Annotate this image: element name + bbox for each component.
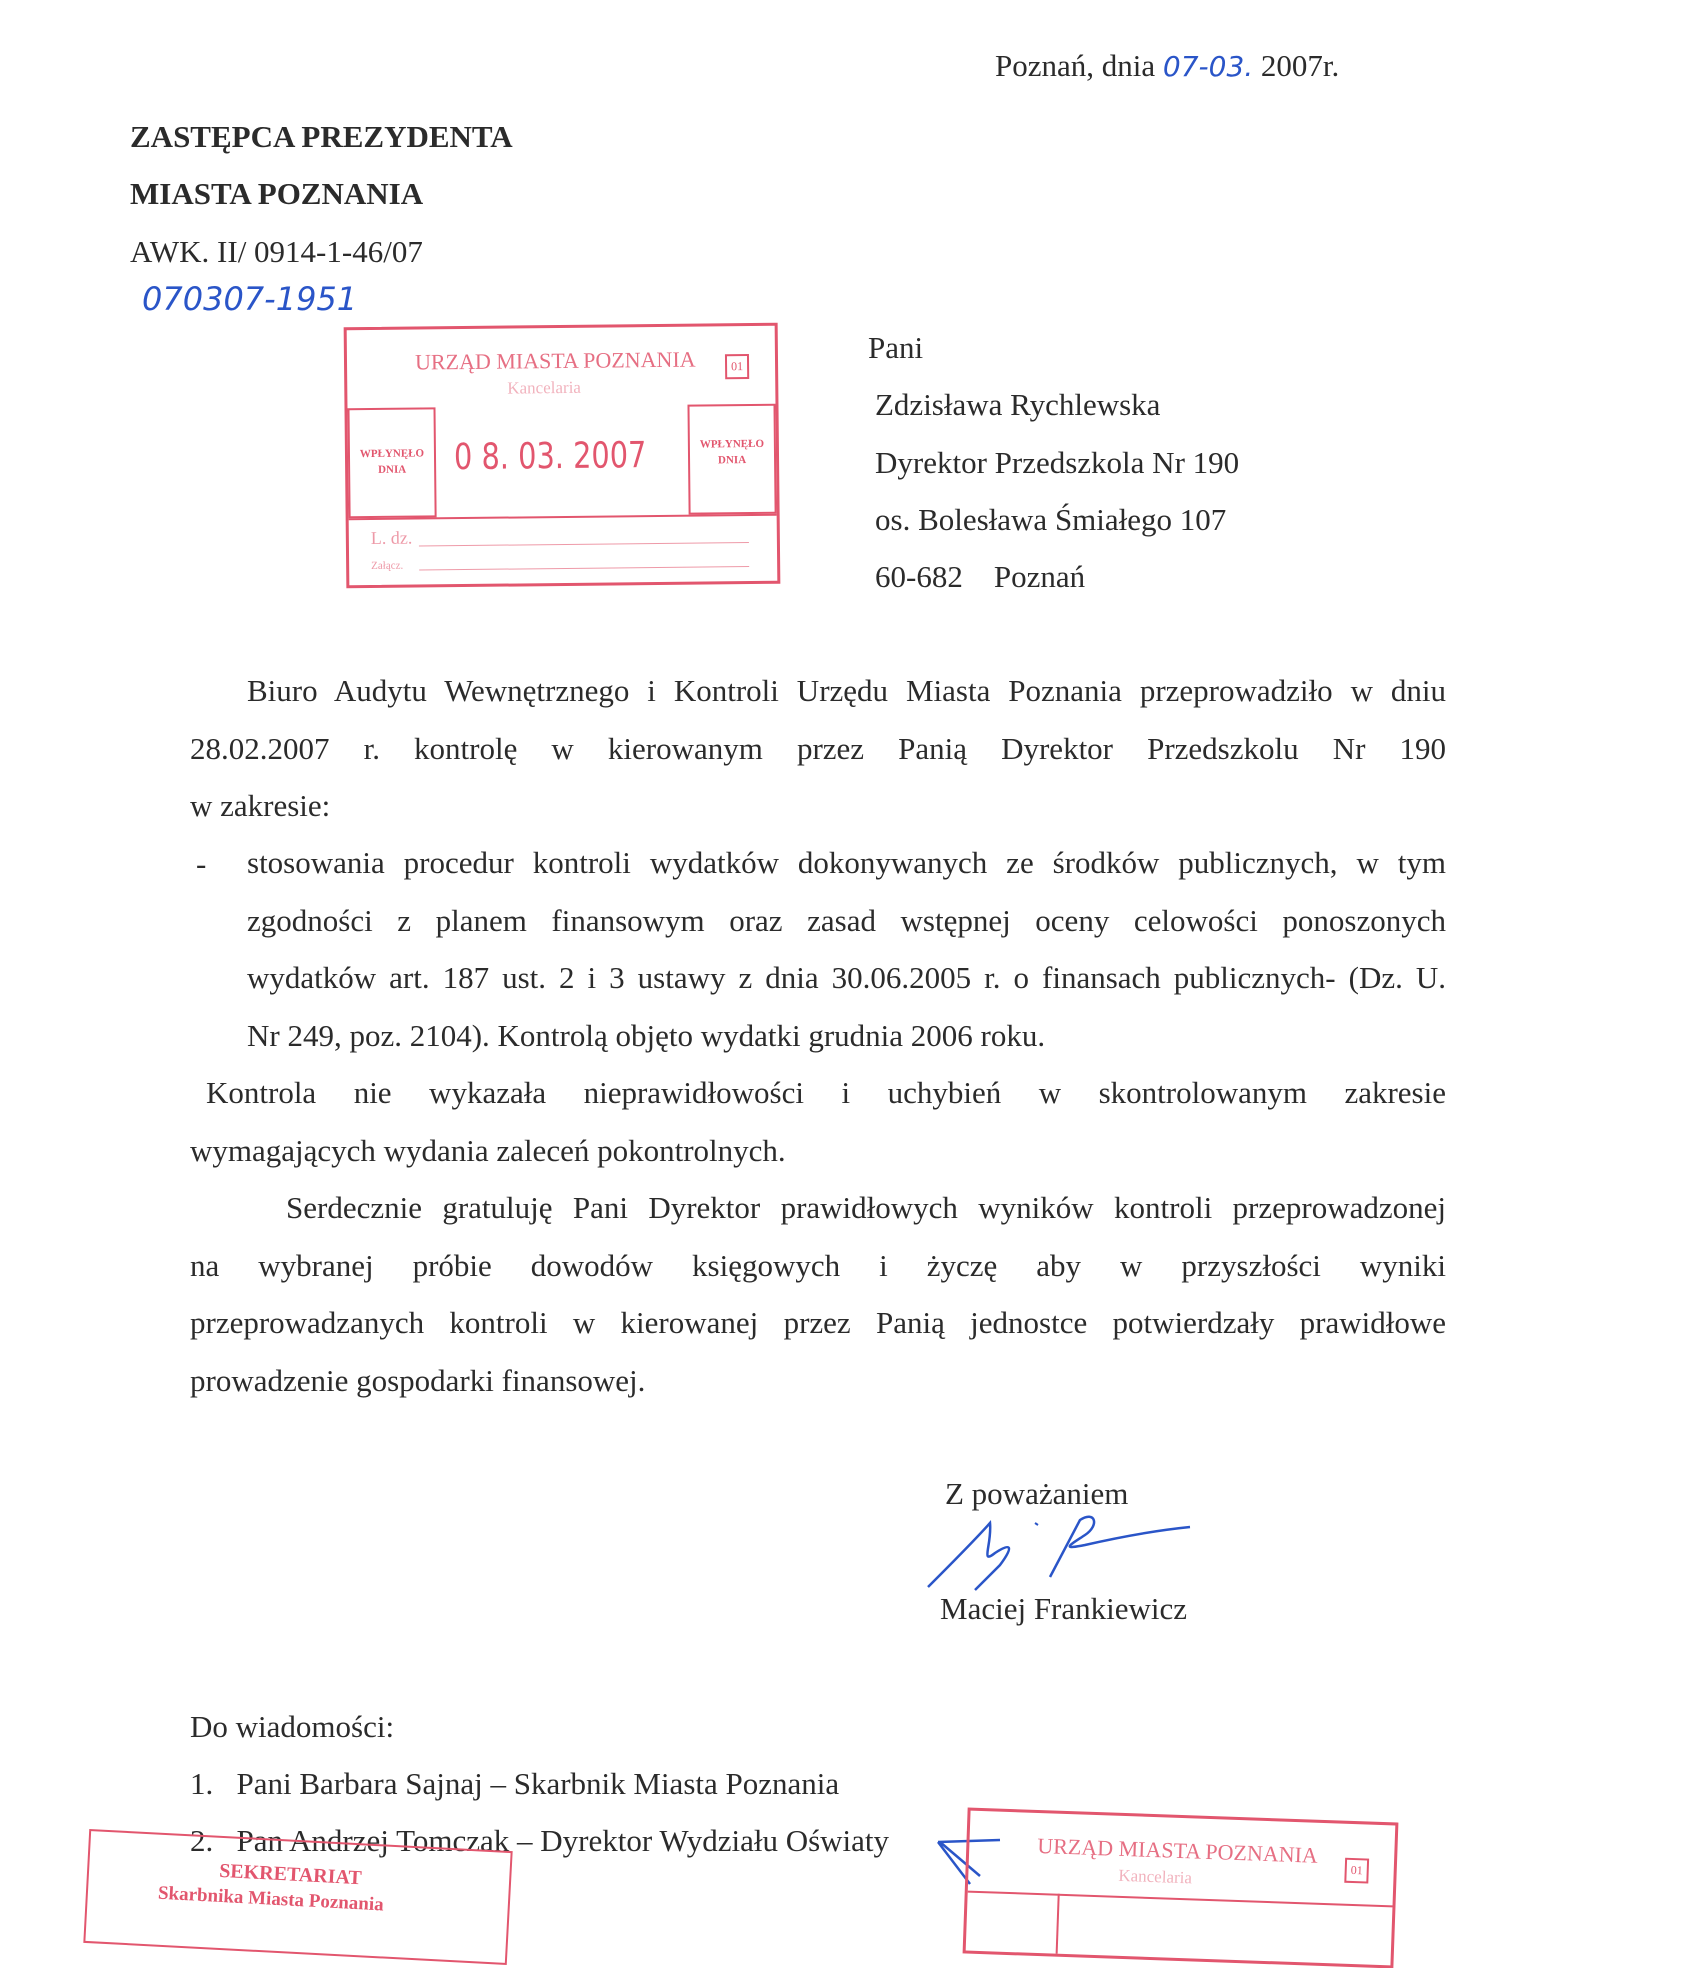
received-stamp [344, 323, 781, 589]
stamp-title: URZĄD MIASTA POZNANIA [414, 346, 696, 375]
recipient-name: Zdzisława Rychlewska [875, 387, 1161, 422]
cc-item: 1. Pani Barbara Sajnaj – Skarbnik Miasta Poznania [190, 1766, 840, 1801]
signature-icon [920, 1505, 1200, 1595]
place-date [995, 50, 1339, 81]
paragraph-result: Kontrola nie wykazała nieprawidłowości i uchybień w skontrolowanym zakresie wymagających wydania zaleceń pokontrolnych. [190, 1075, 1446, 1168]
recipient-title: Dyrektor Przedszkola Nr 190 [875, 445, 1240, 480]
secretariat-stamp-line1: SEKRETARIAT [218, 1859, 363, 1890]
recipient-salutation: Pani [868, 330, 924, 365]
stamp-code: 01 [725, 354, 749, 379]
reference-number: AWK. II/ 0914-1-46/07 [130, 234, 423, 269]
stamp-ldz: L. dz. [370, 527, 413, 549]
recipient-city: Poznań [993, 559, 1086, 594]
stamp-right-cell: WPŁYNĘŁO DNIA [687, 404, 776, 515]
bottom-stamp-code: 01 [1344, 1858, 1369, 1884]
sender-line-1: ZASTĘPCA PREZYDENTA [130, 119, 513, 154]
place-date-prefix: Poznań, dnia [995, 48, 1156, 83]
stamp-zal: Załącz. [371, 559, 404, 573]
signatory-name: Maciej Frankiewicz [940, 1591, 1188, 1626]
recipient-postal: 60-682 [875, 559, 963, 594]
handwritten-date: 07-03. [1162, 50, 1254, 83]
secretariat-stamp-line2: Skarbnika Miasta Poznania [157, 1882, 385, 1916]
bottom-stamp-subtitle: Kancelaria [1118, 1865, 1193, 1888]
sender-line-2: MIASTA POZNANIA [130, 176, 424, 211]
bottom-stamp-title: URZĄD MIASTA POZNANIA [1036, 1832, 1319, 1868]
stamp-left-cell: WPŁYNĘŁO DNIA [347, 407, 436, 518]
cc-item: 2. Pan Andrzej Tomczak – Dyrektor Wydziału Oświaty [190, 1823, 890, 1858]
closing-regards: Z poważaniem [945, 1476, 1129, 1511]
date-year: 2007r. [1260, 48, 1340, 83]
recipient-street: os. Bolesława Śmiałego 107 [875, 502, 1227, 537]
paragraph-intro: Biuro Audytu Wewnętrznego i Kontroli Urzędu Miasta Poznania przeprowadziło w dniu 28.02.2007 r. kontrolę w kierowanym przez Panią Dyrektor Przedszkolu Nr 190 w zakresie: [190, 673, 1446, 823]
bullet-marker: - [196, 846, 207, 881]
stamp-date: 0 8. 03. 2007 [453, 435, 647, 479]
office-stamp-bottom [963, 1808, 1399, 1968]
cc-heading: Do wiadomości: [190, 1709, 395, 1744]
bullet-item: stosowania procedur kontroli wydatków dokonywanych ze środków publicznych, w tym zgodności z planem finansowym oraz zasad wstępnej oceny celowości ponoszonych wydatków art. 187 ust. 2 i 3 ustawy z dnia 30.06.2005 r. o finansach publicznych- (Dz. U. Nr 249, poz. 2104). Kontrolą objęto wydatki grudnia 2006 roku. [247, 845, 1446, 1053]
secretariat-stamp [83, 1829, 512, 1965]
paragraph-congratulations: Serdecznie gratuluję Pani Dyrektor prawidłowych wyników kontroli przeprowadzonej na wybranej próbie dowodów księgowych i życzę aby w przyszłości wyniki przeprowadzanych kontroli w kierowanej przez Panią jednostce potwierdzały prawidłowe prowadzenie gospodarki finansowej. [190, 1190, 1446, 1398]
stamp-subtitle: Kancelaria [507, 377, 582, 398]
handwritten-reference: 070307-1951 [142, 280, 358, 318]
recipient-city-line [875, 561, 1085, 592]
